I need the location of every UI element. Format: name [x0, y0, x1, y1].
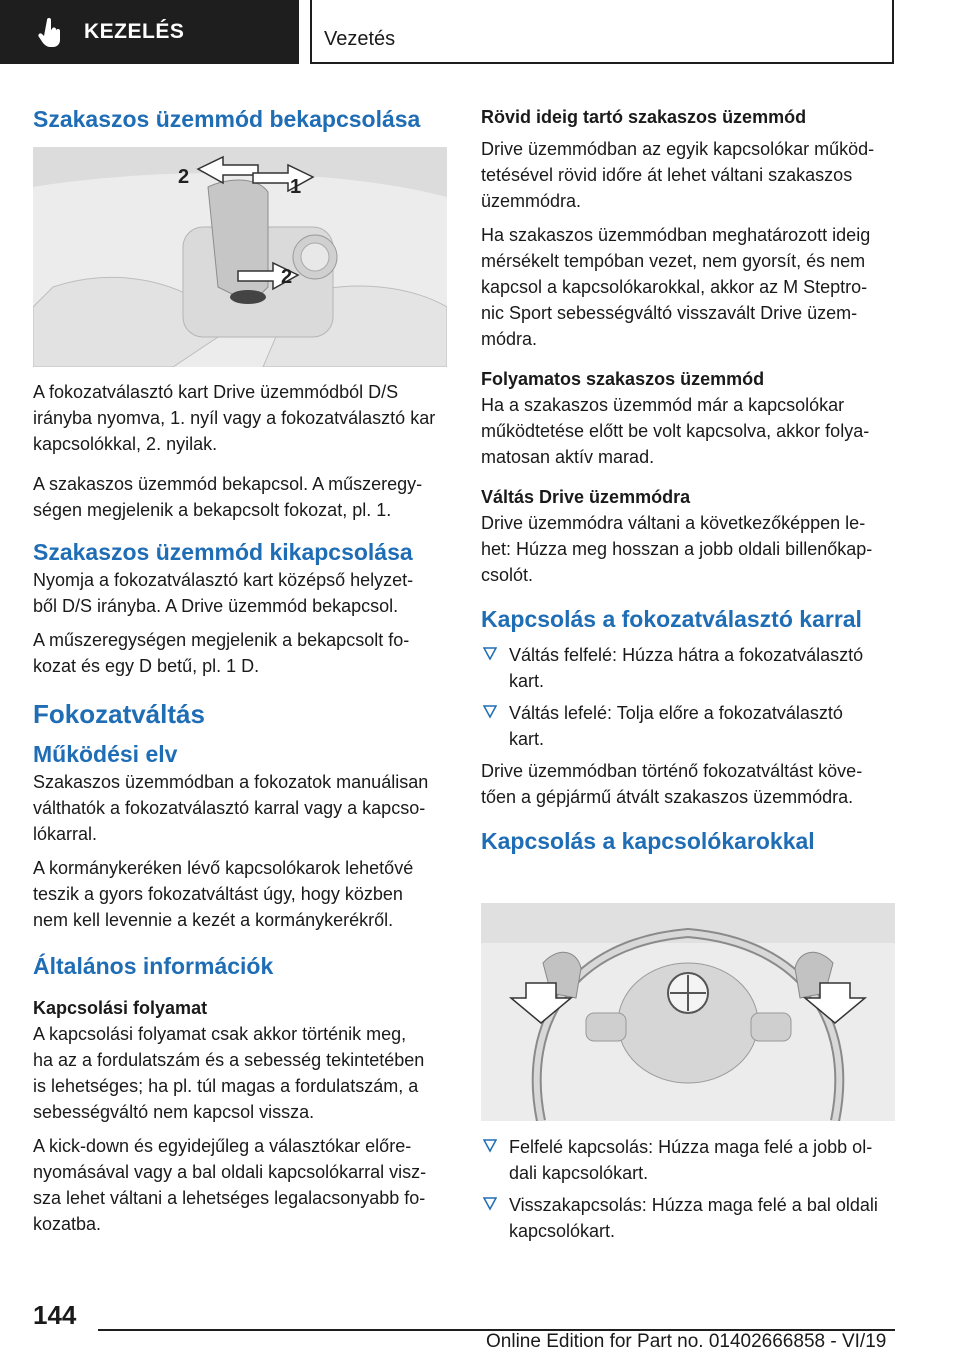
paragraph	[481, 758, 899, 810]
figure-label: 2	[281, 266, 293, 288]
gear-selector-illustration	[33, 147, 447, 367]
heading-fokozatvaltas: Fokozatváltás	[33, 699, 205, 729]
text-line: is lehetséges; ha pl. túl magas a fordulatszám, a	[33, 1076, 419, 1096]
figure-label: 1	[290, 176, 302, 198]
paragraph	[481, 136, 899, 214]
text-line: kozat és egy D betű, pl. 1 D.	[33, 656, 260, 676]
triangle-bullet-icon	[483, 1139, 497, 1153]
paragraph	[33, 471, 451, 523]
text-line: tően a gépjármű átvált szakaszos üzemmódra.	[481, 787, 854, 807]
triangle-bullet-icon	[483, 647, 497, 661]
text-line: kart.	[509, 729, 545, 749]
text-line: kart.	[509, 671, 545, 691]
paragraph	[481, 510, 899, 588]
text-line: Váltás lefelé: Tolja előre a fokozatválasztó	[509, 703, 843, 723]
heading-altalanos: Általános információk	[33, 953, 274, 979]
text-line: ségen megjelenik a bekapcsolt fokozat, pl. 1.	[33, 500, 392, 520]
heading-mukodesi-elv: Működési elv	[33, 741, 178, 767]
text-line: Szakaszos üzemmódban a fokozatok manuálisan	[33, 772, 429, 792]
text-line: Drive üzemmódra váltani a következőképpen le‐	[481, 513, 866, 533]
edition-text: Online Edition for Part no. 01402666858 - VI/19	[486, 1331, 887, 1352]
text-line: mérsékelt tempóban vezet, nem gyorsít, és nem	[481, 251, 866, 271]
text-line: nem kell levennie a kezét a kormánykerékről.	[33, 910, 394, 930]
paragraph	[33, 769, 451, 847]
figure-caption	[33, 379, 451, 457]
paragraph	[33, 567, 451, 619]
text-line: kapcsolókkal, 2. nyilak.	[33, 434, 218, 454]
text-line: kapcsolókart.	[509, 1221, 616, 1241]
text-line: nic Sport sebességváltó visszavált Drive üzem‐	[481, 303, 858, 323]
text-line: üzemmódra.	[481, 191, 582, 211]
text-line: irányba nyomva, 1. nyíl vagy a fokozatválasztó kar	[33, 408, 436, 428]
text-line: nyomásával vagy a bal oldali kapcsolókarral visz‐	[33, 1162, 427, 1182]
heading-bekapcsolasa: Szakaszos üzemmód bekapcsolása	[33, 106, 421, 132]
text-line: Drive üzemmódban az egyik kapcsolókar működ‐	[481, 139, 875, 159]
figure-label: 2	[178, 166, 190, 188]
section-title: KEZELÉS	[84, 20, 185, 43]
header-divider	[310, 0, 312, 64]
text-line: kozatba.	[33, 1214, 102, 1234]
paragraph	[481, 222, 899, 352]
paragraph	[33, 1133, 451, 1237]
right-column	[481, 104, 899, 856]
heading-rovid-ideig: Rövid ideig tartó szakaszos üzemmód	[481, 107, 807, 127]
subsection-box	[310, 0, 894, 64]
heading-kapcsolokarokkal: Kapcsolás a kapcsolókarokkal	[481, 828, 815, 854]
hand-pointer-icon	[38, 18, 64, 48]
paragraph	[33, 855, 451, 933]
left-column	[33, 104, 451, 134]
text-line: A műszeregységen megjelenik a bekapcsolt fo‐	[33, 630, 410, 650]
text-line: sebességváltó nem kapcsol vissza.	[33, 1102, 315, 1122]
text-line: válthatók a fokozatválasztó karral vagy a kapcso‐	[33, 798, 426, 818]
text-line: ből D/S irányba. A Drive üzemmód bekapcsol.	[33, 596, 399, 616]
text-line: Visszakapcsolás: Húzza maga felé a bal oldali	[509, 1195, 878, 1215]
heading-folyamatos: Folyamatos szakaszos üzemmód	[481, 369, 765, 389]
text-line: matosan aktív marad.	[481, 447, 655, 467]
text-line: het: Húzza meg hosszan a jobb oldali billenőkap‐	[481, 539, 873, 559]
text-line: A fokozatválasztó kart Drive üzemmódból D/S	[33, 382, 399, 402]
list-item	[481, 1192, 899, 1244]
text-line: módra.	[481, 329, 538, 349]
heading-kapcsolasi-folyamat: Kapcsolási folyamat	[33, 998, 208, 1018]
text-line: Váltás felfelé: Húzza hátra a fokozatválasztó	[509, 645, 864, 665]
heading-kikapcsolasa: Szakaszos üzemmód kikapcsolása	[33, 539, 413, 565]
gear-selector-figure	[33, 147, 447, 367]
text-line: lókarral.	[33, 824, 98, 844]
text-line: A kormánykeréken lévő kapcsolókarok lehetővé	[33, 858, 414, 878]
steering-wheel-illustration	[481, 903, 895, 1121]
list-item	[481, 700, 899, 752]
text-line: sza lehet váltani a lehetséges legalacsonyabb fo‐	[33, 1188, 426, 1208]
text-line: csolót.	[481, 565, 534, 585]
text-line: Ha szakaszos üzemmódban meghatározott ideig	[481, 225, 871, 245]
steering-wheel-figure	[481, 903, 895, 1121]
text-line: A kapcsolási folyamat csak akkor történik meg,	[33, 1024, 407, 1044]
triangle-bullet-icon	[483, 1197, 497, 1211]
paragraph	[481, 392, 899, 470]
text-line: Felfelé kapcsolás: Húzza maga felé a jobb ol‐	[509, 1137, 873, 1157]
heading-kapcsolas-karral: Kapcsolás a fokozatválasztó karral	[481, 606, 862, 632]
text-line: ha az a fordulatszám és a sebesség tekintetében	[33, 1050, 425, 1070]
text-line: teszik a gyors fokozatváltást úgy, hogy közben	[33, 884, 403, 904]
subsection-title: Vezetés	[324, 28, 396, 50]
page-number: 144	[33, 1300, 77, 1330]
text-line: kapcsol a kapcsolókarokkal, akkor az M Steptro‐	[481, 277, 868, 297]
text-line: dali kapcsolókart.	[509, 1163, 649, 1183]
left-body	[33, 379, 451, 1237]
text-line: A szakaszos üzemmód bekapcsol. A műszeregy‐	[33, 474, 423, 494]
text-line: A kick-down és egyidejűleg a választókar előre‐	[33, 1136, 412, 1156]
text-line: Ha a szakaszos üzemmód már a kapcsolókar	[481, 395, 845, 415]
text-line: tetésével rövid időre át lehet váltani szakaszos	[481, 165, 853, 185]
text-line: működtetése előtt be volt kapcsolva, akkor folya‐	[481, 421, 870, 441]
list-item	[481, 642, 899, 694]
right-bottom-list	[481, 1134, 899, 1244]
paragraph	[33, 627, 451, 679]
paragraph	[33, 1021, 451, 1125]
triangle-bullet-icon	[483, 705, 497, 719]
list-item	[481, 1134, 899, 1186]
section-tab	[0, 0, 299, 64]
text-line: Drive üzemmódban történő fokozatváltást köve‐	[481, 761, 863, 781]
heading-valtas-drive: Váltás Drive üzemmódra	[481, 487, 691, 507]
text-line: Nyomja a fokozatválasztó kart középső helyzet‐	[33, 570, 414, 590]
